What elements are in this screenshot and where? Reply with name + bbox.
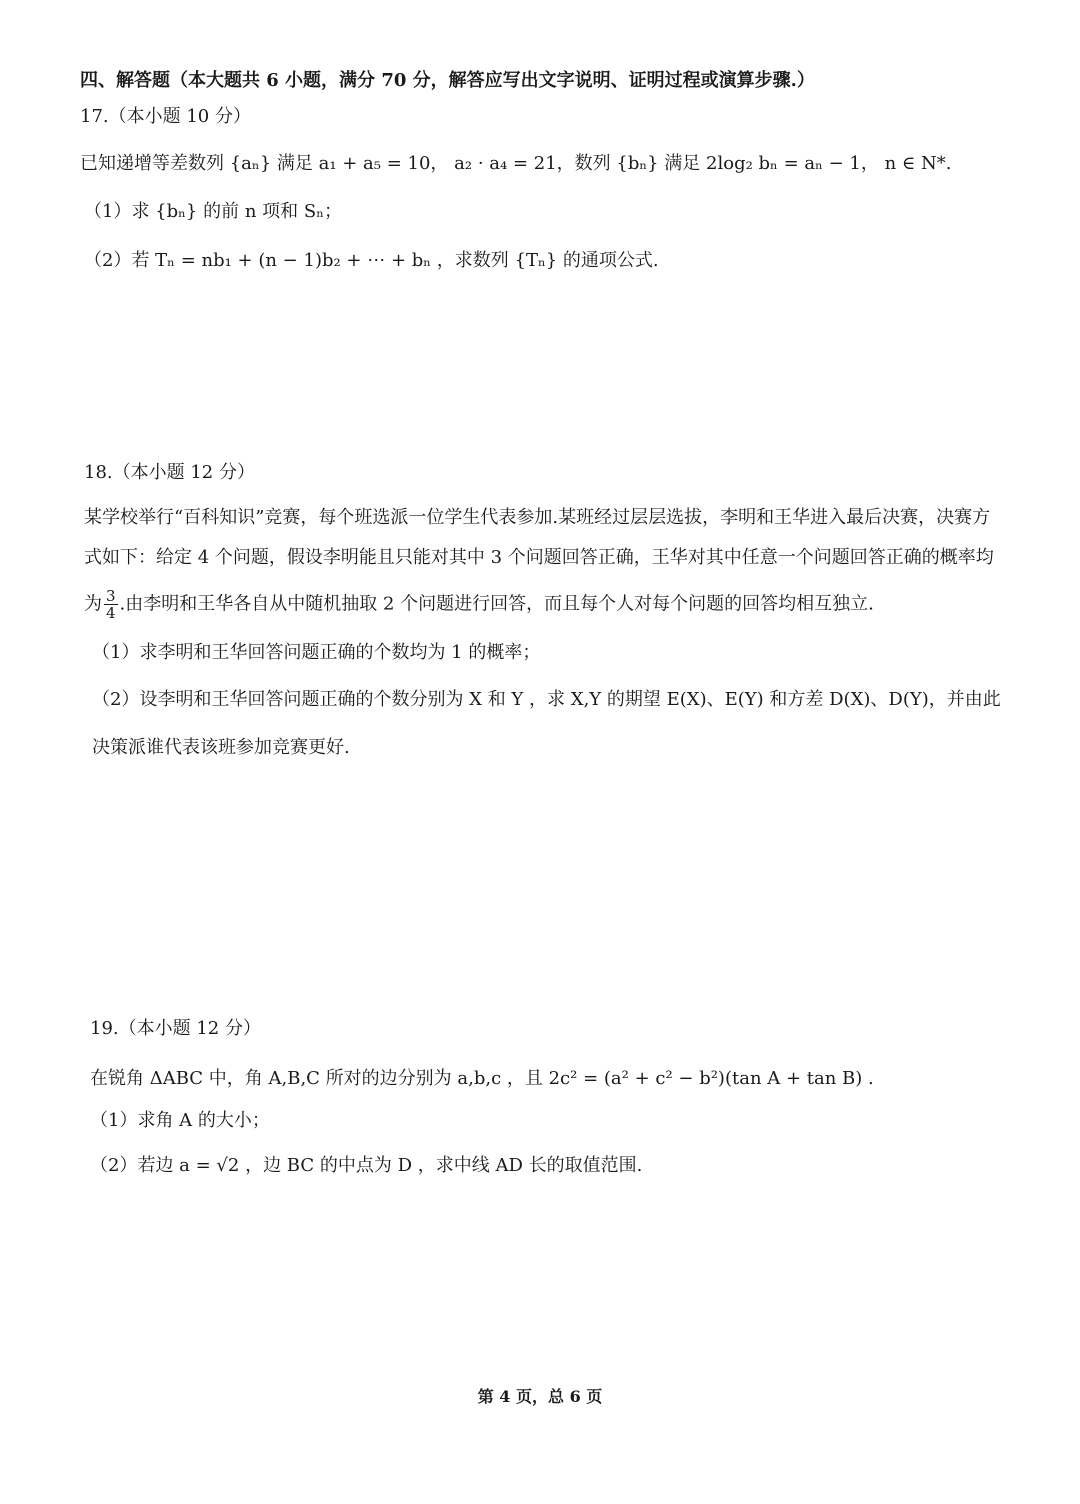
q19-stem: 在锐角 ΔABC 中，角 A,B,C 所对的边分别为 a,b,c ，且 2c² = (a² + c² − b²)(tan A + tan B) . bbox=[90, 1068, 874, 1089]
q18-header: 18.（本小题 12 分） bbox=[84, 462, 255, 483]
q18-stem-line3 bbox=[84, 588, 874, 621]
q18-part1: （1）求李明和王华回答问题正确的个数均为 1 的概率； bbox=[92, 642, 541, 663]
q19-part2: （2）若边 a = √2 ，边 BC 的中点为 D ，求中线 AD 长的取值范围. bbox=[90, 1155, 643, 1176]
q17-header: 17.（本小题 10 分） bbox=[80, 106, 251, 127]
q18-part2-line1: （2）设李明和王华回答问题正确的个数分别为 X 和 Y ，求 X,Y 的期望 E(X)、E(Y) 和方差 D(X)、D(Y)，并由此 bbox=[92, 689, 1001, 710]
q17-part2: （2）若 Tₙ = nb₁ + (n − 1)b₂ + ⋯ + bₙ ，求数列 {Tₙ} 的通项公式. bbox=[84, 250, 659, 271]
probability-fraction bbox=[104, 588, 118, 621]
q18-stem-line3-prefix: 为 bbox=[84, 593, 102, 615]
q19-part1: （1）求角 A 的大小； bbox=[90, 1110, 270, 1131]
fraction-denominator: 4 bbox=[106, 604, 116, 622]
q18-part2-line2: 决策派谁代表该班参加竞赛更好. bbox=[92, 737, 350, 758]
q18-stem-line2: 式如下：给定 4 个问题，假设李明能且只能对其中 3 个问题回答正确，王华对其中任意一个问题回答正确的概率均 bbox=[84, 547, 994, 568]
q18-stem-line1: 某学校举行“百科知识”竞赛，每个班选派一位学生代表参加.某班经过层层选拔，李明和王华进入最后决赛，决赛方 bbox=[84, 507, 991, 528]
section-heading: 四、解答题（本大题共 6 小题，满分 70 分，解答应写出文字说明、证明过程或演算步骤.） bbox=[80, 70, 815, 91]
q17-part1: （1）求 {bₙ} 的前 n 项和 Sₙ； bbox=[84, 201, 342, 222]
q19-header: 19.（本小题 12 分） bbox=[90, 1018, 261, 1039]
q18-stem-line3-suffix: .由李明和王华各自从中随机抽取 2 个问题进行回答，而且每个人对每个问题的回答均相互独立. bbox=[119, 593, 874, 615]
page-footer: 第 4 页，总 6 页 bbox=[477, 1387, 603, 1406]
fraction-numerator: 3 bbox=[106, 587, 116, 605]
q17-stem: 已知递增等差数列 {aₙ} 满足 a₁ + a₅ = 10， a₂ · a₄ = 21，数列 {bₙ} 满足 2log₂ bₙ = aₙ − 1， n ∈ N*. bbox=[80, 153, 952, 174]
